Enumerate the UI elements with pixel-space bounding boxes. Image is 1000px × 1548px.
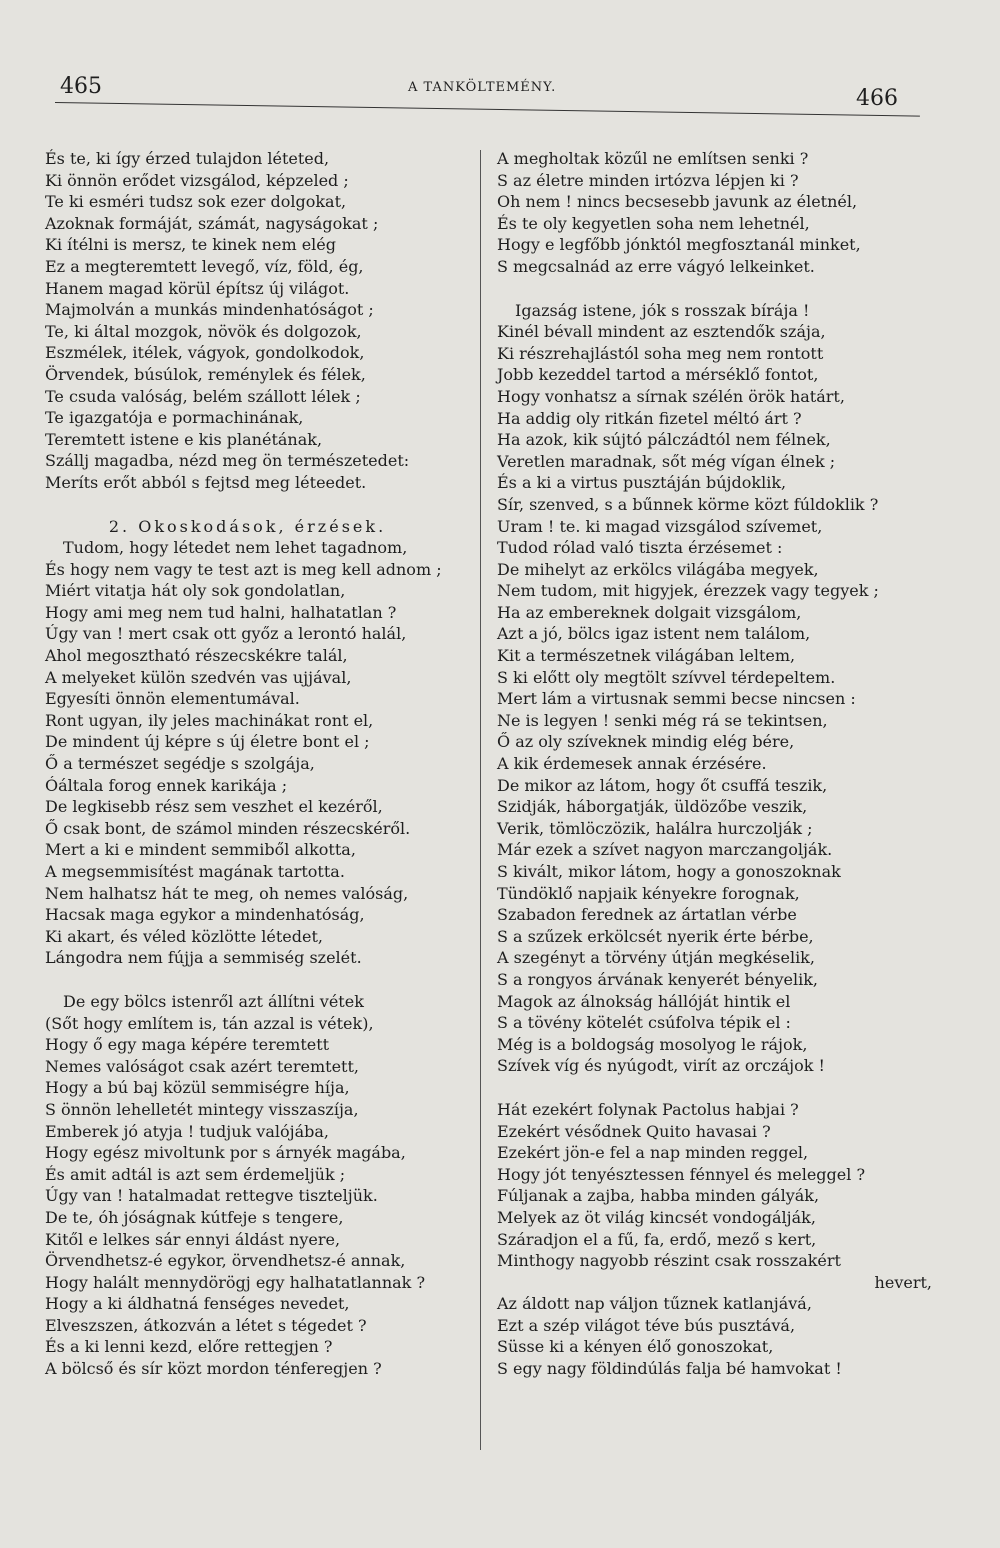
verse-line: Sír, szenved, s a bűnnek körme közt fúldoklik ?: [497, 494, 879, 514]
verse-line: Te, ki által mozgok, növök és dolgozok,: [45, 321, 362, 341]
verse-line: Már ezek a szívet nagyon marczangolják.: [497, 840, 833, 860]
verse-line: Meríts erőt abból s fejtsd meg léteedet.: [45, 472, 367, 492]
verse-line: Száradjon el a fű, fa, erdő, mező s kert,: [497, 1229, 817, 1249]
verse-line: És amit adtál is azt sem érdemeljük ;: [45, 1164, 346, 1184]
verse-line: S kivált, mikor látom, hogy a gonoszoknak: [497, 862, 841, 881]
verse-line: Lángodra nem fújja a semmiség szelét.: [45, 948, 362, 968]
verse-line: A megholtak közűl ne említsen senki ?: [497, 149, 809, 168]
verse-line: Tündöklő napjaik kényekre forognak,: [497, 883, 800, 903]
verse-line: Emberek jó atyja ! tudjuk valójába,: [45, 1121, 329, 1141]
right-column: [497, 148, 942, 1380]
verse-line: Nem halhatsz hát te meg, oh nemes valóság,: [45, 883, 409, 903]
verse-line: Tudod rólad való tiszta érzésemet :: [497, 538, 783, 558]
verse-line: S a rongyos árvának kenyerét bényelik,: [497, 969, 819, 989]
verse-line: Szállj magadba, nézd meg ön természetedet:: [45, 451, 410, 471]
verse-line: Ne is legyen ! senki még rá se tekintsen,: [497, 710, 828, 730]
verse-line: Ezt a szép világot téve bús pusztává,: [497, 1315, 796, 1335]
verse-line: S a szűzek erkölcsét nyerik érte bérbe,: [497, 926, 814, 946]
verse-line: hevert,: [874, 1272, 932, 1292]
stanza-break: [497, 1077, 942, 1099]
verse-line: Jobb kezeddel tartod a mérséklő fontot,: [497, 365, 819, 385]
verse-line: Uram ! te. ki magad vizsgálod szívemet,: [497, 516, 823, 536]
verse-line: Azt a jó, bölcs igaz istent nem találom,: [497, 624, 811, 644]
verse-line: Ha addig oly ritkán fizetel méltó árt ?: [497, 408, 802, 428]
verse-line: Ki részrehajlástól soha meg nem rontott: [497, 343, 824, 363]
verse-line: Ő az oly szíveknek mindig elég bére,: [497, 732, 795, 752]
verse-line: Melyek az öt világ kincsét vondogálják,: [497, 1207, 816, 1227]
verse-line: S megcsalnád az erre vágyó lelkeinket.: [497, 256, 815, 276]
verse-line: S a tövény kötelét csúfolva tépik el :: [497, 1013, 791, 1033]
verse-line: Hogy egész mivoltunk por s árnyék magába,: [45, 1143, 406, 1163]
verse-line: S önnön lehelletét mintegy visszaszíja,: [45, 1099, 359, 1119]
section-heading: 2. Okoskodások, érzések.: [108, 516, 387, 536]
verse-line: Ő a természet segédje s szolgája,: [45, 754, 315, 774]
column-divider: [480, 150, 481, 1450]
verse-line: Örvendek, búsúlok, reménylek és félek,: [45, 364, 366, 384]
verse-line: Mert lám a virtusnak semmi becse nincsen :: [497, 689, 856, 709]
verse-line: Süsse ki a kényen élő gonoszokat,: [497, 1337, 774, 1357]
verse-line: Fúljanak a zajba, habba minden gályák,: [497, 1186, 820, 1206]
verse-line: Szívek víg és nyúgodt, virít az orczájok !: [497, 1056, 825, 1076]
verse-line: Ha azok, kik sújtó pálczádtól nem félnek,: [497, 430, 831, 450]
verse-line: Kit a természetnek világában leltem,: [497, 646, 796, 666]
verse-line: Igazság istene, jók s rosszak bírája !: [515, 300, 810, 320]
page-number-right: 466: [856, 86, 898, 111]
verse-line: Minthogy nagyobb részint csak rosszakért: [497, 1251, 841, 1271]
verse-line: Eszmélek, itélek, vágyok, gondolkodok,: [45, 343, 365, 363]
verse-line: S egy nagy földindúlás falja bé hamvokat !: [497, 1359, 842, 1379]
verse-line: A szegényt a törvény útján megkéselik,: [497, 948, 815, 968]
verse-line: Tudom, hogy létedet nem lehet tagadnom,: [63, 538, 408, 558]
verse-line: S az életre minden irtózva lépjen ki ?: [497, 170, 799, 190]
verse-line: Hogy e legfőbb jónktól megfosztanál minket,: [497, 235, 861, 255]
verse-line: És te oly kegyetlen soha nem lehetnél,: [497, 213, 810, 233]
verse-line: Hacsak maga egykor a mindenhatóság,: [45, 905, 365, 925]
verse-line: Hogy jót tenyésztessen fénnyel és meleggel ?: [497, 1164, 866, 1184]
verse-line: Kitől e lelkes sár ennyi áldást nyere,: [45, 1229, 341, 1249]
verse-line: Ki ítélni is mersz, te kinek nem elég: [45, 235, 336, 255]
verse-line: De te, óh jóságnak kútfeje s tengere,: [45, 1207, 344, 1227]
verse-line: Óáltala forog ennek karikája ;: [45, 775, 288, 795]
verse-line: (Sőt hogy említem is, tán azzal is vétek),: [45, 1013, 374, 1033]
verse-line: Hogy a bú baj közül semmiségre híja,: [45, 1078, 350, 1098]
verse-line: S ki előtt oly megtölt szívvel térdepeltem.: [497, 667, 836, 687]
verse-line: Hogy vonhatsz a sírnak szélén örök határt,: [497, 386, 845, 406]
left-column: [45, 148, 490, 1380]
page-number-left: 465: [60, 74, 102, 99]
verse-line: Verik, tömlöczözik, halálra hurczolják ;: [497, 818, 813, 838]
verse-line: És a ki a virtus pusztáján bújdoklik,: [497, 473, 787, 493]
verse-line: Ez a megteremtett levegő, víz, föld, ég,: [45, 256, 364, 276]
verse-line: Majmolván a munkás mindenhatóságot ;: [45, 300, 374, 320]
verse-line: De legkisebb rész sem veszhet el kezéről,: [45, 797, 383, 817]
verse-line: Miért vitatja hát oly sok gondolatlan,: [45, 581, 346, 601]
verse-line: Oh nem ! nincs becsesebb javunk az életnél,: [497, 192, 858, 212]
verse-line: Mert a ki e mindent semmiből alkotta,: [45, 840, 356, 860]
verse-line: Ő csak bont, de számol minden részecskéről.: [45, 818, 411, 838]
verse-line: De mikor az látom, hogy őt csuffá teszik,: [497, 775, 828, 795]
verse-line: Nemes valóságot csak azért teremtett,: [45, 1056, 359, 1076]
verse-line: Veretlen maradnak, sőt még vígan élnek ;: [497, 451, 836, 471]
verse-line: Hát ezekért folynak Pactolus habjai ?: [497, 1099, 799, 1119]
verse-line: Ha az embereknek dolgait vizsgálom,: [497, 602, 802, 622]
stanza-break: [45, 969, 490, 991]
verse-line: Nem tudom, mit higyjek, érezzek vagy tegyek ;: [497, 581, 879, 601]
verse-line: Ezekért vésődnek Quito havasai ?: [497, 1121, 771, 1141]
verse-line: Ahol megosztható részecskékre talál,: [45, 646, 348, 666]
verse-line: De mindent új képre s új életre bont el ;: [45, 732, 370, 752]
verse-line: Ki önnön erődet vizsgálod, képzeled ;: [45, 170, 349, 190]
verse-line: Te ki esméri tudsz sok ezer dolgokat,: [45, 192, 347, 212]
verse-line: De egy bölcs istenről azt állítni vétek: [63, 991, 364, 1011]
verse-line: Szabadon ferednek az ártatlan vérbe: [497, 905, 797, 925]
verse-line: Hogy halált mennydörögj egy halhatatlannak ?: [45, 1272, 426, 1292]
running-title: A TANKÖLTEMÉNY.: [408, 80, 557, 95]
header-rule: [55, 102, 920, 117]
verse-line: Kinél bévall mindent az esztendők szája,: [497, 322, 826, 342]
verse-line: Ront ugyan, ily jeles machinákat ront el,: [45, 710, 374, 730]
page-header: [0, 70, 1000, 120]
verse-line: Az áldott nap váljon tűznek katlanjává,: [497, 1294, 812, 1314]
verse-line: Egyesíti önnön elementumával.: [45, 689, 300, 709]
verse-line: Te igazgatója e pormachinának,: [45, 408, 304, 428]
verse-line: És te, ki így érzed tulajdon léteted,: [45, 149, 330, 168]
verse-line: Te csuda valóság, belém szállott lélek ;: [45, 386, 361, 406]
verse-line: De mihelyt az erkölcs világába megyek,: [497, 559, 819, 579]
verse-line: A kik érdemesek annak érzésére.: [497, 754, 767, 774]
verse-line: Úgy van ! mert csak ott győz a lerontó halál,: [45, 624, 407, 644]
stanza-break: [497, 278, 942, 300]
verse-line: Úgy van ! hatalmadat rettegve tiszteljük.: [45, 1186, 378, 1206]
verse-line: Teremtett istene e kis planétának,: [45, 429, 323, 449]
verse-line: Hogy a ki áldhatná fenséges nevedet,: [45, 1294, 350, 1314]
verse-line: Elveszszen, átkozván a létet s tégedet ?: [45, 1315, 367, 1335]
verse-line: Ki akart, és véled közlötte létedet,: [45, 926, 323, 946]
verse-line: Magok az álnokság hállóját hintik el: [497, 991, 791, 1011]
verse-line: Ezekért jön-e fel a nap minden reggel,: [497, 1143, 809, 1163]
verse-line: Hogy ami meg nem tud halni, halhatatlan ?: [45, 602, 397, 622]
verse-line: És hogy nem vagy te test azt is meg kell adnom ;: [45, 559, 442, 579]
verse-line: Hanem magad körül építsz új világot.: [45, 278, 350, 298]
verse-line: Szidják, háborgatják, üldözőbe veszik,: [497, 797, 808, 817]
verse-line: A megsemmisítést magának tartotta.: [45, 862, 345, 881]
verse-line: Örvendhetsz-é egykor, örvendhetsz-é annak,: [45, 1251, 406, 1271]
verse-line: Még is a boldogság mosolyog le rájok,: [497, 1034, 808, 1054]
verse-line: Azoknak formáját, számát, nagyságokat ;: [45, 213, 379, 233]
verse-line: A melyeket külön szedvén vas ujjával,: [45, 667, 352, 687]
verse-line: És a ki lenni kezd, előre rettegjen ?: [45, 1337, 333, 1357]
stanza-break: [45, 494, 490, 516]
verse-line: A bölcső és sír közt mordon ténferegjen ?: [45, 1359, 382, 1379]
verse-line: Hogy ő egy maga képére teremtett: [45, 1035, 330, 1055]
